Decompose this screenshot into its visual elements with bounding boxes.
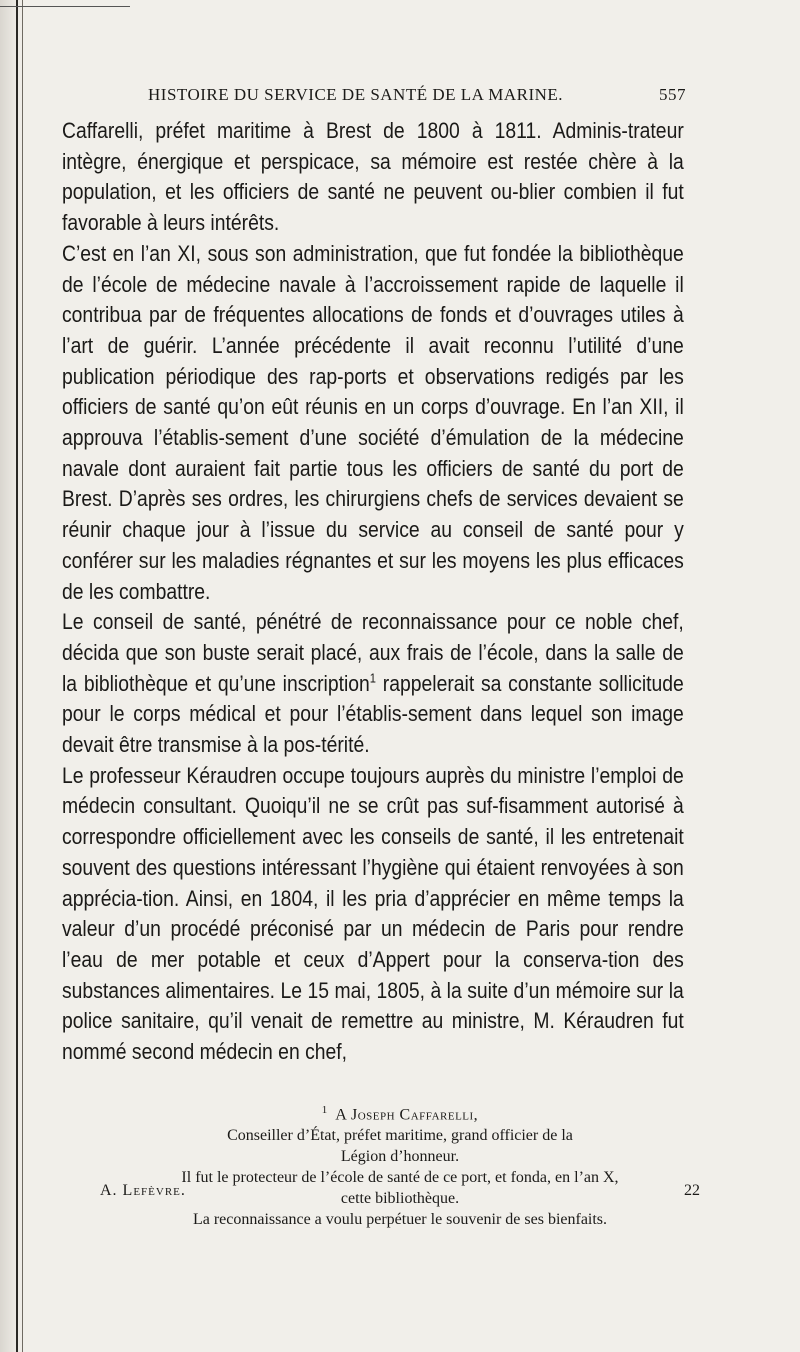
footnote-line: cette bibliothèque.	[340, 1190, 460, 1208]
footnote-dedication-line	[90, 1100, 710, 1125]
footnote-line: Il fut le protecteur de l’école de santé de ce port, et fonda, en l’an X,	[181, 1169, 619, 1187]
page-number: 557	[659, 85, 686, 104]
author-name: A. Lefèvre.	[100, 1182, 186, 1199]
top-edge-rule	[0, 6, 130, 7]
footnote-line: La reconnaissance a voulu perpétuer le souvenir de ses bienfaits.	[192, 1211, 608, 1229]
footnote-line: Légion d’honneur.	[340, 1148, 460, 1166]
binding-edge-line	[16, 0, 18, 1352]
binding-edge-shadow	[22, 0, 23, 1352]
sheet-signature-mark: 22	[684, 1182, 700, 1199]
paragraph: Caffarelli, préfet maritime à Brest de 1800 à 1811. Adminis-trateur intègre, énergique et perspicace, sa mémoire est restée chère à la population, et les officiers de santé ne peuvent ou-blier combien il fut favorable à leurs intérêts.	[62, 118, 684, 236]
paragraph-with-footnote-ref	[62, 607, 684, 761]
page-gutter	[0, 0, 24, 1352]
footnote	[90, 1100, 710, 1230]
footnote-dedication: A Joseph Caffarelli,	[335, 1106, 479, 1124]
footnote-marker: 1	[321, 1104, 328, 1116]
running-title: HISTOIRE DU SERVICE DE SANTÉ DE LA MARINE.	[148, 85, 564, 104]
main-text	[62, 116, 684, 1068]
footnote-line: Conseiller d’État, préfet maritime, grand officier de la	[227, 1127, 573, 1145]
paragraph-text: Le conseil de santé, pénétré de reconnaissance pour ce noble chef, décida que son buste serait placé, aux frais de l’école, dans la salle de la bibliothèque et qu’une inscription	[62, 609, 684, 696]
paragraph-text: rappelerait sa constante sollicitude pour le corps médical et pour l’établis-sement dans lequel son image devait être transmise à la pos-térité.	[62, 670, 684, 758]
footnote-reference: 1	[369, 670, 377, 686]
paragraph: Le professeur Kéraudren occupe toujours auprès du ministre l’emploi de médecin consultant. Quoiqu’il ne se crût pas suf-fisamment autorisé à correspondre officiellement avec les conseils de santé, il les entretenait souvent des questions intéressant l’hygiène qui étaient renvoyées à son apprécia-tion. Ainsi, en 1804, il les pria d’apprécier en même temps la valeur d’un procédé préconisé par un médecin de Paris pour rendre l’eau de mer potable et ceux d’Appert pour la conserva-tion des substances alimentaires. Le 15 mai, 1805, à la suite d’un mémoire sur la police sanitaire, qu’il venait de remettre au ministre, M. Kéraudren fut nommé second médecin en chef,	[62, 762, 684, 1065]
paragraph: C’est en l’an XI, sous son administration, que fut fondée la bibliothèque de l’école de médecine navale à l’accroissement rapide de laquelle il contribua par de fréquentes allocations de fonds et d’ouvrages utiles à l’art de guérir. L’année précédente il avait reconnu l’utilité d’une publication périodique des rap-ports et observations redigés par les officiers de santé qu’on eût réunis en un corps d’ouvrage. En l’an XII, il approuva l’établis-sement d’une société d’émulation de la médecine navale dont auraient fait partie tous les officiers de santé du port de Brest. D’après ses ordres, les chirurgiens chefs de services devaient se réunir chaque jour à l’issue du service au conseil de santé pour y conférer sur les maladies régnantes et sur les moyens les plus efficaces de les combattre.	[62, 240, 684, 604]
